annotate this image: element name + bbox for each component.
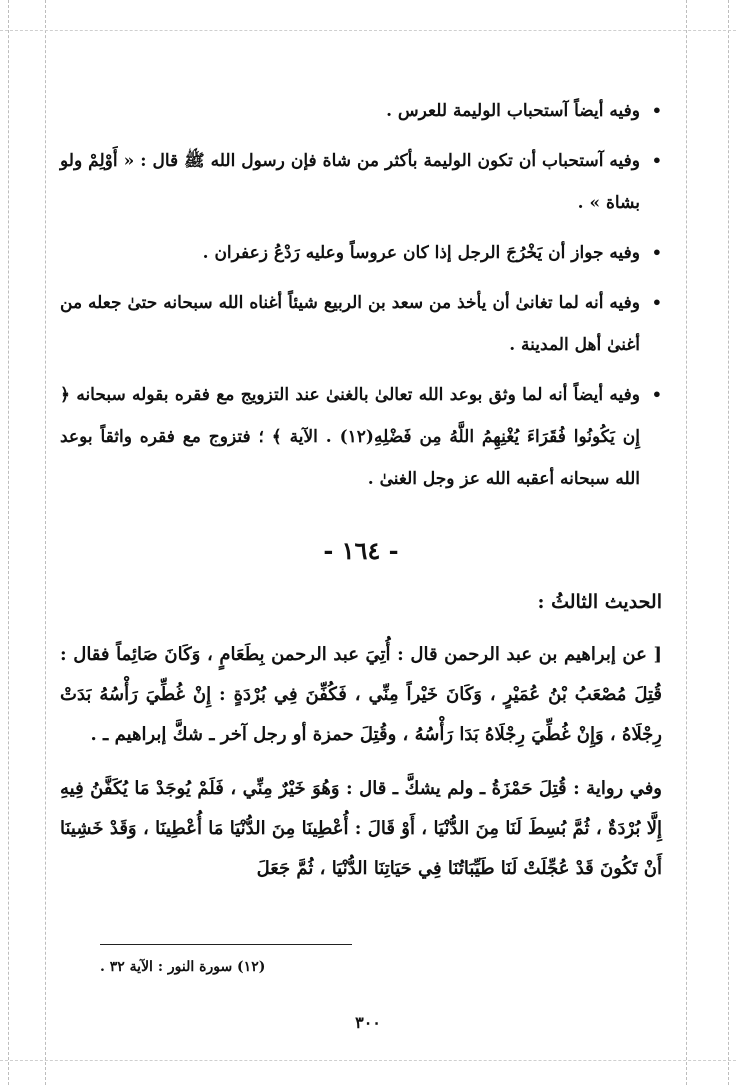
hadith-paragraph: وفي رواية : قُتِلَ حَمْزَةُ ـ ولم يشكَّ ـ قال : وَهُوَ خَيْرٌ مِنِّي ، فَلَمْ يُوجَدْ مَا يُكَفَّنُ فِيهِ إِلَّا بُرْدَةٌ ، ثُمَّ بُسِطَ لَنَا مِنَ الدُّنْيَا ، أَوْ قَالَ : أُعْطِينَا مِنَ الدُّنْيَا مَا أُعْطِينَا ، وَقَدْ خَشِينَا أَنْ تَكُونَ قَدْ عُجِّلَتْ لَنَا طَيِّبَاتُنَا فِي حَيَاتِنَا الدُّنْيَا ، ثُمَّ جَعَلَ	[60, 778, 662, 879]
guide-line-top	[0, 30, 736, 31]
bullet-item	[60, 140, 662, 224]
guide-line-right-inner	[686, 0, 687, 1085]
guide-line-left-inner	[45, 0, 46, 1085]
guide-line-right	[728, 0, 729, 1085]
hadith-paragraph: [ عن إبراهيم بن عبد الرحمن قال : أُتِيَ عبد الرحمن بِطَعَامٍ ، وَكَانَ صَائِماً فقال : قُتِلَ مُصْعَبُ بْنُ عُمَيْرٍ ، وَكَانَ خَيْراً مِنِّي ، فَكُفِّنَ فِي بُرْدَةٍ : إِنْ غُطِّيَ رَأْسُهُ بَدَتْ رِجْلَاهُ ، وَإِنْ غُطِّيَ رِجْلَاهُ بَدَا رَأْسُهُ ، وقُتِلَ حمزة أو رجل آخر ـ شكَّ إبراهيم ـ .	[60, 644, 662, 745]
bullet-marker: •	[651, 293, 662, 312]
bullet-text: وفيه آستحباب أن تكون الوليمة بأكثر من شاة فإن رسول الله ﷺ قال : « أَوْلِمْ ولو بشاة » .	[60, 151, 640, 213]
guide-line-bottom	[0, 1060, 736, 1061]
bullet-marker: •	[651, 385, 662, 404]
bullet-item	[60, 232, 662, 274]
guide-line-left	[8, 0, 9, 1085]
footnote: (١٢) سورة النور : الآية ٣٢ .	[100, 959, 266, 975]
bullet-text: وفيه أيضاً أنه لما وثق بوعد الله تعالىٰ بالغنىٰ عند التزويج مع فقره بقوله سبحانه ﴿ إِن يَكُونُوا فُقَرَاءَ يُغْنِهِمُ اللَّهُ مِن فَضْلِهِ(١٢) . الآية ﴾ ؛ فتزوج مع فقره واثقاً بوعد الله سبحانه أعقبه الله عز وجل الغنىٰ .	[60, 385, 640, 489]
page-number: ٣٠٠	[355, 1013, 381, 1032]
page-body	[60, 90, 662, 889]
footnote-rule	[100, 944, 352, 945]
bullet-marker: •	[651, 151, 662, 170]
bullet-item	[60, 282, 662, 366]
hadith-number: - ١٦٤ -	[323, 536, 399, 565]
bullet-item	[60, 90, 662, 132]
bullet-marker: •	[651, 243, 662, 262]
bullet-marker: •	[651, 101, 662, 120]
bullet-text: وفيه أنه لما تغانىٰ أن يأخذ من سعد بن الربيع شيئاً أغناه الله سبحانه حتىٰ جعله من أغنىٰ أهل المدينة .	[60, 293, 640, 355]
bullet-item	[60, 374, 662, 500]
hadith-title: الحديث الثالثُ :	[537, 591, 662, 613]
bullet-text: وفيه جواز أن يَخْرُجَ الرجل إذا كان عروساً وعليه رَدْعُ زعفران .	[202, 243, 640, 263]
bullet-text: وفيه أيضاً آستحباب الوليمة للعرس .	[386, 101, 640, 121]
